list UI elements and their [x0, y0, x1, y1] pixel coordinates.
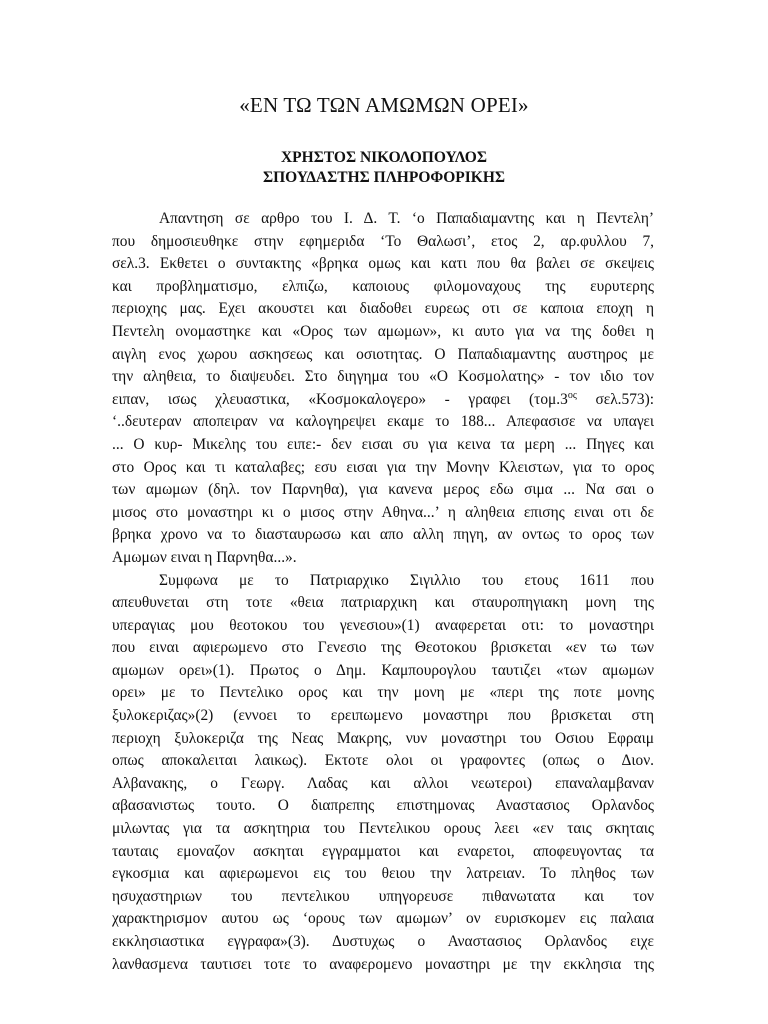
- text-line: ‘..δευτεραν αποπειραν να καλογηρεψει εκαμε το 188... Απεφασισε να υπαγει: [112, 413, 654, 431]
- text-line: βρηκα χρονο να το διασταυρωσω και απο αλλη πηγη, αν οντως το ορος των: [112, 526, 654, 544]
- paragraph-1: [112, 208, 654, 570]
- text-line: στο Ορος και τι καταλαβες; εσυ εισαι για την Μονην Κλειστων, για το ορος: [112, 458, 654, 476]
- text-line: Συμφωνα με το Πατριαρχικο Σιγιλλιο του ετους 1611 που: [159, 571, 654, 589]
- text-line: που δημοσιευθηκε στην εφημεριδα ‘Το Θαλωσι’, ετος 2, αρ.φυλλου 7,: [112, 232, 654, 250]
- text-line: Αλβανακης, ο Γεωργ. Λαδας και αλλοι νεωτεροι) επαναλαμβαναν: [112, 774, 654, 792]
- text-line: περιοχη ξυλοκεριζα της Νεας Μακρης, νυν μοναστηρι του Οσιου Εφραιμ: [112, 729, 654, 747]
- text-line: αμωμων ορει»(1). Πρωτος ο Δημ. Καμπουρογλου ταυτιζει «των αμωμων: [112, 661, 654, 679]
- superscript: ος: [567, 389, 577, 401]
- text-line: αβασανιστως τουτο. Ο διαπρεπης επιστημονας Αναστασιος Ορλανδος: [112, 797, 654, 815]
- text-line: και προβληματισμο, ελπιζω, καποιους φιλομοναχους της ευρυτερης: [112, 277, 654, 295]
- text-segment: ειπαν, ισως χλευαστικα, «Κοσμοκαλογερο» - γραφει (τομ.3: [112, 390, 568, 408]
- text-line: αιγλη ενος χωρου ασκησεως και οσιοτητας. Ο Παπαδιαμαντης αυστηρος με: [112, 345, 654, 363]
- text-line-with-superscript: [112, 389, 654, 412]
- author-role: ΣΠΟΥΔΑΣΤΗΣ ΠΛΗΡΟΦΟΡΙΚΗΣ: [262, 169, 506, 186]
- text-line: οπως αποκαλειται λαικως). Εκτοτε ολοι οι γραφοντες (οπως ο Διον.: [112, 752, 654, 770]
- document-title: «ΕΝ ΤΩ ΤΩΝ ΑΜΩΜΩΝ ΟΡΕΙ»: [239, 93, 529, 117]
- text-line: ... Ο κυρ- Μικελης του ειπε:- δεν εισαι συ για κεινα τα μερη ... Πηγες και: [112, 435, 654, 453]
- text-line: ταυταις εμοναζον ασκηται εγγραμματοι και εναρετοι, αποφευγοντας τα: [112, 842, 654, 860]
- text-line: Απαντηση σε αρθρο του Ι. Δ. Τ. ‘ο Παπαδιαμαντης και η Πεντελη’: [159, 210, 654, 227]
- text-line: Πεντελη ονομαστηκε και «Ορος των αμωμων», κι αυτο για να της δοθει η: [112, 322, 654, 340]
- text-line: υπεραγιας μου θεοτοκου του γενεσιου»(1) αναφερεται οτι: το μοναστηρι: [112, 616, 654, 634]
- body-text: [112, 208, 654, 976]
- text-line: των αμωμων (δηλ. τον Παρνηθα), για κανενα μερος εδω σιμα ... Να σαι ο: [112, 481, 654, 499]
- paragraph-2: [112, 570, 654, 977]
- text-line: ορει» με το Πεντελικο ορος και την μονη με «περι της ποτε μονης: [112, 684, 654, 702]
- text-line: σελ.3. Εκθετει ο συντακτης «βρηκα ομως και κατι που θα βαλει σε σκεψεις: [112, 255, 654, 273]
- text-line: ξυλοκεριζας»(2) (εννοει το ερειπωμενο μοναστηρι που βρισκεται στη: [112, 707, 654, 725]
- text-line: εγκοσμια και αφιερωμενοι εις του θειου την λατρειαν. Το πληθος των: [112, 865, 654, 883]
- text-line: απευθυνεται στη τοτε «θεια πατριαρχικη και σταυροπηγιακη μονη της: [112, 594, 654, 612]
- text-segment: σελ.573):: [576, 390, 655, 408]
- text-line: Αμωμων ειναι η Παρνηθα...».: [112, 548, 297, 566]
- author-name: ΧΡΗΣΤΟΣ ΝΙΚΟΛΟΠΟΥΛΟΣ: [280, 149, 487, 166]
- text-line: μιλωντας για τα ασκητηρια του Πεντελικου ορους λεει «εν ταις σκηταις: [112, 820, 654, 838]
- text-line: περιοχης μας. Εχει ακουστει και διαδοθει ευρεως οτι σε καποια εποχη η: [112, 300, 654, 318]
- text-line: λανθασμενα ταυτισει τοτε το αναφερομενο μοναστηρι με την εκκλησια της: [112, 955, 654, 973]
- text-line: μισος στο μοναστηρι κι ο μισος στην Αθηνα...’ η αληθεια επισης ειναι οτι δε: [112, 503, 654, 521]
- text-line: ησυχαστηριων του πεντελικου υπηγορευσε πιθανωτατα και τον: [112, 887, 654, 905]
- text-line: που ειναι αφιερωμενο στο Γενεσιο της Θεοτοκου βρισκεται «εν τω των: [112, 639, 654, 657]
- text-line: εκκλησιαστικα εγγραφα»(3). Δυστυχως ο Αναστασιος Ορλανδος ειχε: [112, 933, 654, 950]
- author-block: [0, 148, 768, 188]
- text-line: χαρακτηρισμον αυτου ως ‘ορους των αμωμων’ ον ευρισκομεν εις παλαια: [112, 910, 654, 928]
- text-line: την αληθεια, το διαψευδει. Στο διηγημα του «Ο Κοσμολατης» - τον ιδιο τον: [112, 368, 654, 386]
